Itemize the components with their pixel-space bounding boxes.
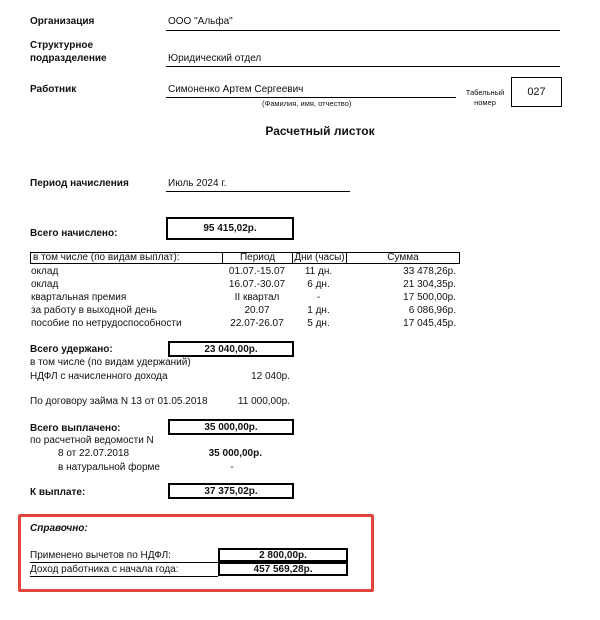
tab-number-value: 027 bbox=[527, 86, 546, 98]
dept-underline bbox=[166, 66, 560, 67]
paid-line2-value: 35 000,00р. bbox=[208, 448, 262, 459]
accrued-total-box bbox=[166, 217, 294, 240]
income-label: Доход работника с начала года: bbox=[30, 564, 179, 575]
period-value: Июль 2024 г. bbox=[168, 178, 227, 189]
accrued-row-type: за работу в выходной день bbox=[31, 305, 157, 316]
withheld-total-box bbox=[168, 341, 294, 357]
paid-line1: по расчетной ведомости N bbox=[30, 435, 154, 446]
employee-label: Работник bbox=[30, 84, 77, 95]
loan-value: 11 000,00р. bbox=[237, 396, 290, 407]
accrued-row-period: 16.07.-30.07 bbox=[228, 279, 286, 290]
tab-number-label-line2: номер bbox=[474, 98, 496, 107]
paid-line3: в натуральной форме bbox=[58, 462, 160, 473]
income-box bbox=[218, 562, 348, 576]
payout-total-box bbox=[168, 483, 294, 499]
accrued-row-days: 11 дн. bbox=[304, 266, 333, 277]
withheld-sub: в том числе (по видам удержаний) bbox=[30, 357, 191, 368]
employee-underline bbox=[166, 97, 456, 98]
paid-line3-value: - bbox=[230, 462, 234, 473]
accrued-total: 95 415,02р. bbox=[203, 223, 257, 234]
period-label: Период начисления bbox=[30, 178, 129, 189]
employee-hint: (Фамилия, имя, отчество) bbox=[262, 99, 352, 108]
deductions-value: 2 800,00р. bbox=[259, 549, 307, 561]
dept-value: Юридический отдел bbox=[168, 53, 262, 64]
ndfl-label: НДФЛ с начисленного дохода bbox=[30, 371, 168, 382]
dept-label-line1: Структурное bbox=[30, 40, 94, 51]
withheld-total: 23 040,00р. bbox=[204, 343, 258, 355]
page-title: Расчетный листок bbox=[265, 124, 375, 138]
accrued-table-header bbox=[30, 252, 460, 264]
deductions-box bbox=[218, 548, 348, 562]
paid-total-box bbox=[168, 419, 294, 435]
income-underline bbox=[30, 576, 218, 577]
accrued-col-header: Период bbox=[239, 252, 276, 263]
paid-line2: 8 от 22.07.2018 bbox=[58, 448, 130, 459]
payout-total: 37 375,02р. bbox=[204, 485, 258, 497]
deductions-underline bbox=[30, 562, 218, 563]
loan-label: По договору займа N 13 от 01.05.2018 bbox=[30, 396, 208, 407]
ndfl-value: 12 040р. bbox=[251, 371, 290, 382]
accrued-row-period: 22.07-26.07 bbox=[230, 318, 284, 329]
accrued-row-days: 1 дн. bbox=[307, 305, 330, 316]
accrued-row-sum: 17 045,45р. bbox=[403, 318, 456, 329]
income-value: 457 569,28р. bbox=[253, 563, 313, 575]
accrued-row-sum: 33 478,26р. bbox=[403, 266, 456, 277]
accrued-row-type: оклад bbox=[31, 266, 59, 277]
accrued-row-days: 5 дн. bbox=[307, 318, 330, 329]
accrued-row-days: - bbox=[316, 292, 321, 303]
accrued-row-period: 20.07 bbox=[244, 305, 270, 316]
accrued-col-header: в том числе (по видам выплат): bbox=[33, 252, 180, 263]
accrued-col-header: Сумма bbox=[387, 252, 419, 263]
reference-title: Справочно: bbox=[30, 523, 88, 534]
accrued-row-sum: 6 086,96р. bbox=[408, 305, 456, 316]
accrued-row-type: оклад bbox=[31, 279, 59, 290]
payout-label: К выплате: bbox=[30, 487, 86, 498]
org-value: ООО "Альфа" bbox=[168, 16, 233, 27]
tab-number-label-line1: Табельный bbox=[465, 88, 505, 97]
org-label: Организация bbox=[30, 16, 95, 27]
withheld-label: Всего удержано: bbox=[30, 344, 113, 355]
org-underline bbox=[166, 30, 560, 31]
accrued-col-header: Дни (часы) bbox=[294, 252, 345, 263]
accrued-row-sum: 17 500,00р. bbox=[403, 292, 456, 303]
dept-label-line2: подразделение bbox=[30, 53, 107, 64]
period-underline bbox=[166, 191, 350, 192]
accrued-label: Всего начислено: bbox=[30, 228, 118, 239]
accrued-row-type: пособие по нетрудоспособности bbox=[31, 318, 182, 329]
accrued-row-type: квартальная премия bbox=[31, 292, 127, 303]
paid-total: 35 000,00р. bbox=[204, 421, 258, 433]
paid-label: Всего выплачено: bbox=[30, 423, 121, 434]
accrued-row-period: 01.07.-15.07 bbox=[228, 266, 286, 277]
employee-value: Симоненко Артем Сергеевич bbox=[168, 84, 304, 95]
tab-number-box bbox=[511, 77, 562, 107]
deductions-label: Применено вычетов по НДФЛ: bbox=[30, 550, 171, 561]
accrued-row-days: 6 дн. bbox=[307, 279, 330, 290]
accrued-row-sum: 21 304,35р. bbox=[403, 279, 456, 290]
accrued-row-period: II квартал bbox=[234, 292, 280, 303]
